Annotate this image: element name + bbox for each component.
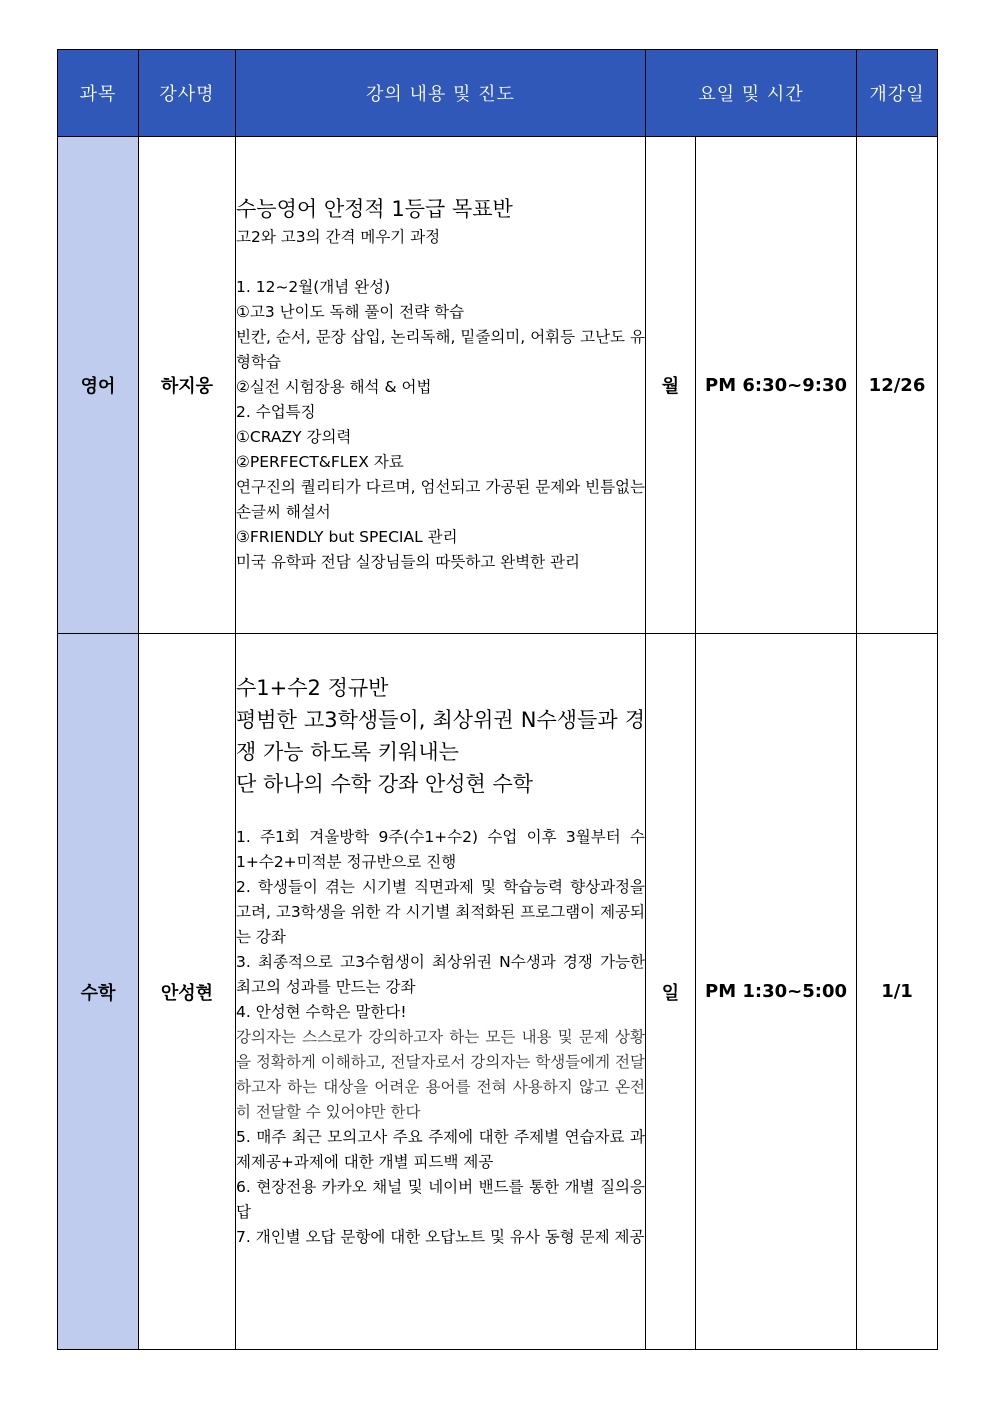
content-line: 미국 유학파 전담 실장님들의 따뜻하고 완벽한 관리: [236, 553, 580, 571]
teacher-cell: 하지웅: [139, 137, 236, 634]
start-date-cell: 1/1: [857, 634, 938, 1350]
content-line: 연구진의 퀄리티가 다르며, 엄선되고 가공된 문제와 빈틈없는 손글씨 해설서: [236, 478, 645, 521]
content-line: 2. 수업특징: [236, 403, 316, 421]
content-line: 3. 최종적으로 고3수험생이 최상위권 N수생과 경쟁 가능한 최고의 성과를 만드는 강좌: [236, 953, 645, 996]
header-subject: 과목: [58, 50, 139, 137]
content-quote: 강의자는 스스로가 강의하고자 하는 모든 내용 및 문제 상황을 정확하게 이해하고, 전달자로서 강의자는 학생들에게 전달하고자 하는 대상을 어려운 용어를 전혀 사용하지 않고 온전히 전달할 수 있어야만 한다: [236, 1028, 645, 1121]
content-line: 1. 12~2월(개념 완성): [236, 278, 391, 296]
time-cell: PM 6:30~9:30: [696, 137, 857, 634]
table-row-english: [58, 137, 938, 634]
content-line: ①CRAZY 강의력: [236, 428, 352, 446]
course-headline: 평범한 고3학생들이, 최상위권 N수생들과 경쟁 가능 하도록 키워내는: [236, 708, 645, 764]
content-cell: [236, 634, 646, 1350]
content-line: 빈칸, 순서, 문장 삽입, 논리독해, 밑줄의미, 어휘등 고난도 유형학습: [236, 328, 645, 371]
header-start: 개강일: [857, 50, 938, 137]
teacher-cell: 안성현: [139, 634, 236, 1350]
day-cell: 일: [646, 634, 696, 1350]
start-date-cell: 12/26: [857, 137, 938, 634]
content-line: 6. 현장전용 카카오 채널 및 네이버 밴드를 통한 개별 질의응답: [236, 1178, 645, 1221]
content-line: ③FRIENDLY but SPECIAL 관리: [236, 528, 458, 546]
content-line: 4. 안성현 수학은 말한다!: [236, 1003, 407, 1021]
course-headline: 단 하나의 수학 강좌 안성현 수학: [236, 772, 534, 796]
content-line: 7. 개인별 오답 문항에 대한 오답노트 및 유사 동형 문제 제공: [236, 1228, 645, 1246]
schedule-table: [57, 49, 938, 1350]
header-schedule: 요일 및 시간: [646, 50, 857, 137]
content-cell: [236, 137, 646, 634]
content-line: 1. 주1회 겨울방학 9주(수1+수2) 수업 이후 3월부터 수1+수2+미적분 정규반으로 진행: [236, 828, 645, 871]
content-line: ②PERFECT&FLEX 자료: [236, 453, 404, 471]
content-line: 2. 학생들이 겪는 시기별 직면과제 및 학습능력 향상과정을 고려, 고3학생을 위한 각 시기별 최적화된 프로그램이 제공되는 강좌: [236, 878, 645, 946]
subject-cell: 영어: [58, 137, 139, 634]
content-line: ①고3 난이도 독해 풀이 전략 학습: [236, 303, 465, 321]
content-line: ②실전 시험장용 해석 & 어법: [236, 378, 432, 396]
course-title: 수1+수2 정규반: [236, 676, 389, 700]
content-line: 5. 매주 최근 모의고사 주요 주제에 대한 주제별 연습자료 과제제공+과제에 대한 개별 피드백 제공: [236, 1128, 645, 1171]
header-row: [58, 50, 938, 137]
time-cell: PM 1:30~5:00: [696, 634, 857, 1350]
header-teacher: 강사명: [139, 50, 236, 137]
day-cell: 월: [646, 137, 696, 634]
table-row-math: [58, 634, 938, 1350]
course-title: 수능영어 안정적 1등급 목표반: [236, 197, 513, 221]
course-subtitle: 고2와 고3의 간격 메우기 과정: [236, 228, 441, 246]
subject-cell: 수학: [58, 634, 139, 1350]
header-content: 강의 내용 및 진도: [236, 50, 646, 137]
